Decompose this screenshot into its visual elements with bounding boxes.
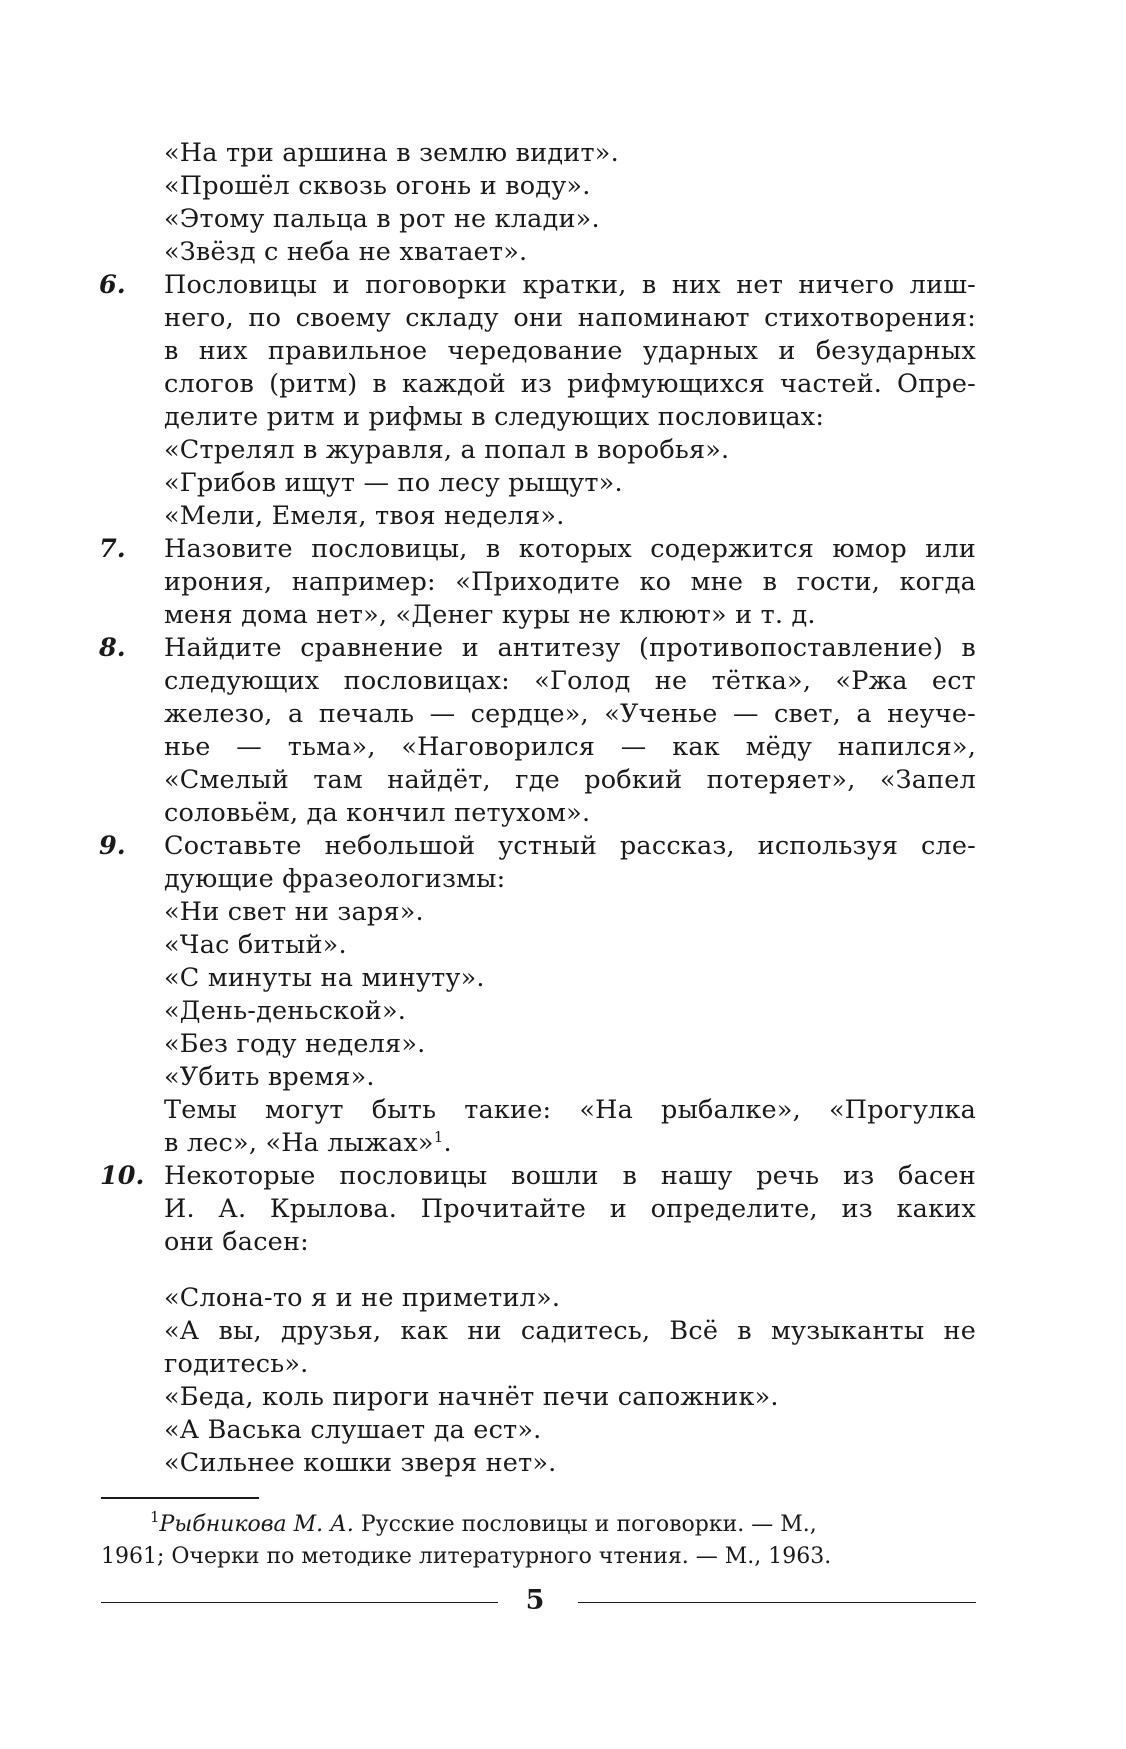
text-line: него, по своему складу они напоминают стихотворения: [164, 303, 976, 333]
quote-line: «А вы, друзья, как ни садитесь, Всё в музыканты не [164, 1316, 976, 1346]
text-line: Назовите пословицы, в которых содержится юмор или [164, 534, 976, 564]
text-line: в них правильное чередование ударных и безударных [164, 336, 976, 366]
text-line: «Стрелял в журавля, а попал в воробья». [164, 435, 730, 465]
quote-line: «Беда, коль пироги начнёт печи сапожник». [164, 1382, 779, 1412]
page-number: 5 [525, 1585, 545, 1616]
text-line: дующие фразеологизмы: [164, 864, 506, 894]
text-line: «День-деньской». [164, 996, 407, 1026]
text-line: делите ритм и рифмы в следующих пословицах: [164, 402, 825, 432]
text-line: «Мели, Емеля, твоя неделя». [164, 501, 565, 531]
task-number: 6. [99, 270, 126, 300]
footnote-mark: 1 [150, 1508, 160, 1526]
text-line: Пословицы и поговорки кратки, в них нет ничего лиш- [164, 270, 976, 300]
text-line: «С минуты на минуту». [164, 963, 485, 993]
task-number: 9. [99, 831, 126, 861]
footnote-separator [101, 1497, 259, 1499]
text-line: «Звёзд с неба не хватает». [164, 237, 528, 267]
text-line: в лес», «На лыжах»$^1$. [164, 1128, 452, 1158]
task-number: 10. [100, 1161, 145, 1191]
quote-line: «Сильнее кошки зверя нет». [164, 1448, 557, 1478]
footnote-mark: 1 [433, 1128, 444, 1146]
quote-line: «А Васька слушает да ест». [164, 1415, 542, 1445]
text-line: «Грибов ищут — по лесу рыщут». [164, 468, 623, 498]
task-number: 7. [99, 534, 126, 564]
text-line: они басен: [164, 1227, 309, 1257]
text-line: «Прошёл сквозь огонь и воду». [164, 171, 591, 201]
quote-line: «Слона-то я и не приметил». [164, 1283, 561, 1313]
footnote-author: Рыбникова М. А. [159, 1512, 354, 1537]
text-line: следующих пословицах: «Голод не тётка», «Ржа ест [164, 666, 976, 696]
text-line: слогов (ритм) в каждой из рифмующихся частей. Опре- [164, 369, 976, 399]
text-line: «Без году неделя». [164, 1029, 426, 1059]
text-line: И. А. Крылова. Прочитайте и определите, из каких [164, 1194, 976, 1224]
text-line: нье — тьма», «Наговорился — как мёду напился», [164, 732, 976, 762]
text-span: в лес», «На лыжах» [164, 1128, 434, 1158]
text-line: «Час битый». [164, 930, 347, 960]
page-rule-right [578, 1602, 976, 1603]
text-line: Найдите сравнение и антитезу (противопоставление) в [164, 633, 976, 663]
text-line: соловьём, да кончил петухом». [164, 798, 591, 828]
quote-line: годитесь». [164, 1349, 309, 1379]
text-line: железо, а печаль — сердце», «Ученье — свет, а неуче- [164, 699, 976, 729]
task-number: 8. [99, 633, 126, 663]
page-rule-left [101, 1602, 498, 1603]
text-line: Составьте небольшой устный рассказ, используя сле- [164, 831, 976, 861]
text-line: «Смелый там найдёт, где робкий потеряет», «Запел [164, 765, 976, 795]
text-line: Некоторые пословицы вошли в нашу речь из басен [164, 1161, 976, 1191]
text-line: меня дома нет», «Денег куры не клюют» и т. д. [164, 600, 816, 630]
text-line: Темы могут быть такие: «На рыбалке», «Прогулка [164, 1095, 976, 1125]
footnote-line [150, 1509, 817, 1541]
footnote-line: 1961; Очерки по методике литературного чтения. — М., 1963. [101, 1544, 832, 1569]
text-line: «На три аршина в землю видит». [164, 138, 619, 168]
text-line: «Ни свет ни заря». [164, 897, 424, 927]
text-line: «Этому пальца в рот не клади». [164, 204, 600, 234]
text-line: «Убить время». [164, 1062, 375, 1092]
text-line: ирония, например: «Приходите ко мне в гости, когда [164, 567, 976, 597]
footnote-text: Русские пословицы и поговорки. — М., [353, 1512, 817, 1537]
